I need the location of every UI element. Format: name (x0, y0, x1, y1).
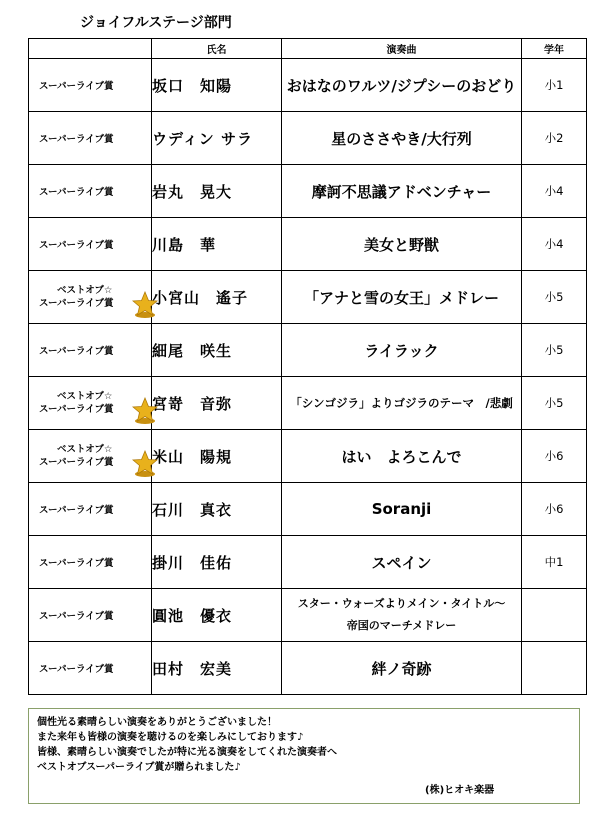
note-line: また来年も皆様の演奏を聴けるのを楽しみにしております♪ (37, 732, 304, 743)
page-title: ジョイフルステージ部門 (80, 15, 232, 31)
grade-cell: 小4 (522, 218, 587, 271)
piece-title: 星のささやき/大行列 (282, 112, 522, 165)
grade-cell (522, 642, 587, 695)
piece-title: 「シンゴジラ」よりゴジラのテーマ /悲劇 (282, 377, 522, 430)
header-award (29, 39, 152, 59)
piece-line: 帝国のマーチメドレー (346, 619, 457, 632)
best-of-label: ベストオブ☆ (57, 444, 113, 455)
signature: (株)ヒオキ楽器 (425, 785, 495, 796)
header-row (29, 39, 587, 59)
award-label: スーパーライブ賞 (39, 611, 114, 622)
award-label: スーパーライブ賞 (39, 240, 114, 251)
piece-title: ライラック (282, 324, 522, 377)
grade-cell: 小4 (522, 165, 587, 218)
award-cell (29, 377, 152, 430)
table-row (29, 218, 587, 271)
piece-title: Soranji (282, 483, 522, 536)
piece-title (282, 589, 522, 642)
award-label: スーパーライブ賞 (39, 457, 114, 468)
performer-name: 圓池 優衣 (152, 589, 282, 642)
grade-cell: 小6 (522, 430, 587, 483)
performer-name: 宮嵜 音弥 (152, 377, 282, 430)
award-label: スーパーライブ賞 (39, 558, 114, 569)
table-row (29, 271, 587, 324)
grade-cell: 小5 (522, 271, 587, 324)
grade-cell: 小6 (522, 483, 587, 536)
table-row (29, 112, 587, 165)
best-of-label: ベストオブ☆ (57, 285, 113, 296)
gold-star-icon (132, 450, 158, 478)
award-label: スーパーライブ賞 (39, 187, 114, 198)
note-line: 皆様、素晴らしい演奏でしたが特に光る演奏をしてくれた演奏者へ (37, 747, 337, 758)
gold-star-icon (132, 291, 158, 319)
award-cell (29, 271, 152, 324)
table-row (29, 324, 587, 377)
best-of-label: ベストオブ☆ (57, 391, 113, 402)
performer-name: 坂口 知陽 (152, 59, 282, 112)
piece-title: おはなのワルツ/ジプシーのおどり (282, 59, 522, 112)
grade-cell: 小2 (522, 112, 587, 165)
table-row (29, 483, 587, 536)
note-line: ベストオブスーパーライブ賞が贈られました♪ (37, 762, 241, 773)
results-table (28, 38, 587, 695)
piece-title: 絆ノ奇跡 (282, 642, 522, 695)
piece-title: スペイン (282, 536, 522, 589)
closing-note (28, 708, 580, 804)
award-label: スーパーライブ賞 (39, 664, 114, 675)
performer-name: ウディン サラ (152, 112, 282, 165)
award-cell (29, 218, 152, 271)
award-cell (29, 165, 152, 218)
grade-cell: 中1 (522, 536, 587, 589)
performer-name: 米山 陽規 (152, 430, 282, 483)
award-label: スーパーライブ賞 (39, 505, 114, 516)
performer-name: 掛川 佳佑 (152, 536, 282, 589)
award-cell (29, 589, 152, 642)
table-row (29, 589, 587, 642)
award-cell (29, 642, 152, 695)
piece-title: 美女と野獣 (282, 218, 522, 271)
performer-name: 田村 宏美 (152, 642, 282, 695)
performer-name: 川島 華 (152, 218, 282, 271)
grade-cell: 小5 (522, 324, 587, 377)
table-row (29, 430, 587, 483)
piece-title: 「アナと雪の女王」メドレー (282, 271, 522, 324)
award-cell (29, 59, 152, 112)
gold-star-icon (132, 397, 158, 425)
award-cell (29, 536, 152, 589)
award-label: スーパーライブ賞 (39, 81, 114, 92)
note-line: 個性光る素晴らしい演奏をありがとうございました！ (37, 717, 277, 728)
piece-title: はい よろこんで (282, 430, 522, 483)
table-row (29, 377, 587, 430)
award-label: スーパーライブ賞 (39, 346, 114, 357)
award-cell (29, 483, 152, 536)
award-cell (29, 112, 152, 165)
header-name: 氏名 (152, 39, 282, 59)
piece-title: 摩訶不思議アドベンチャー (282, 165, 522, 218)
award-label: スーパーライブ賞 (39, 134, 114, 145)
header-piece: 演奏曲 (282, 39, 522, 59)
award-cell (29, 324, 152, 377)
table-row (29, 536, 587, 589)
award-label: スーパーライブ賞 (39, 298, 114, 309)
piece-line: スター・ウォーズよりメイン・タイトル～ (297, 597, 506, 610)
performer-name: 岩丸 晃大 (152, 165, 282, 218)
performer-name: 小宮山 遙子 (152, 271, 282, 324)
performer-name: 細尾 咲生 (152, 324, 282, 377)
grade-cell: 小1 (522, 59, 587, 112)
table-row (29, 59, 587, 112)
performer-name: 石川 真衣 (152, 483, 282, 536)
award-cell (29, 430, 152, 483)
grade-cell (522, 589, 587, 642)
grade-cell: 小5 (522, 377, 587, 430)
table-row (29, 165, 587, 218)
table-row (29, 642, 587, 695)
header-grade: 学年 (522, 39, 587, 59)
award-label: スーパーライブ賞 (39, 404, 114, 415)
